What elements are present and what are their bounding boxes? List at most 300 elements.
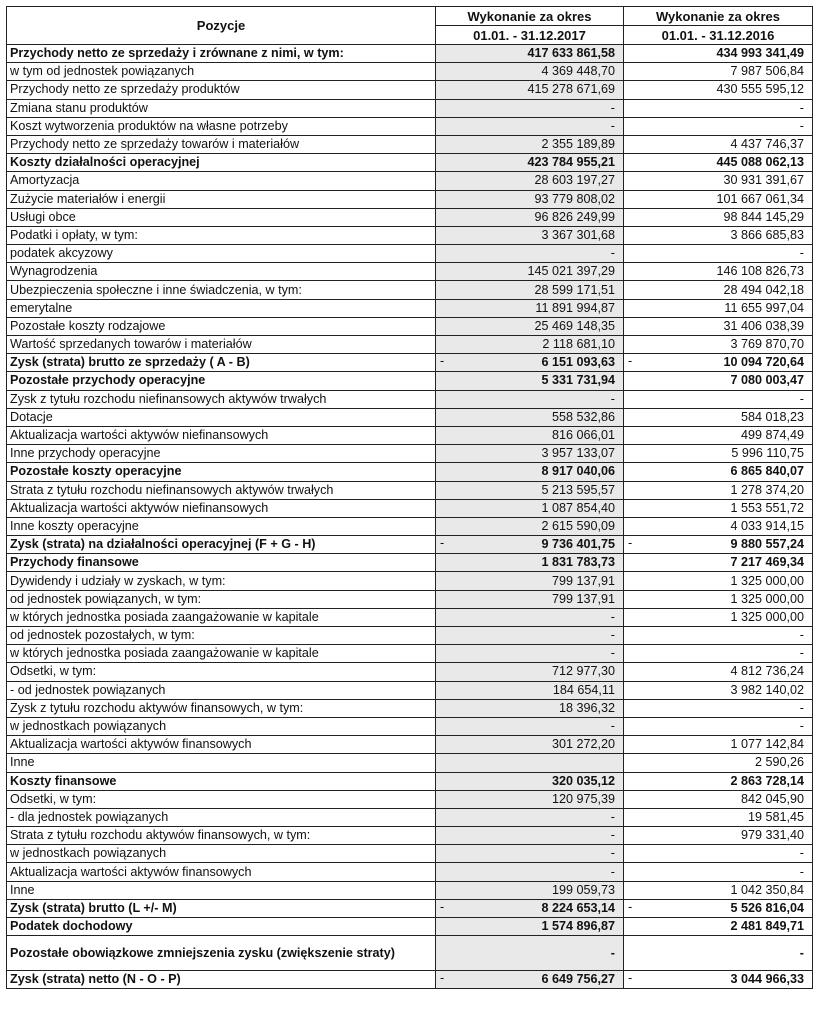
value-2016	[624, 63, 813, 81]
row-label: podatek akcyzowy	[7, 245, 436, 263]
value-text: 2 615 590,09	[541, 518, 615, 533]
table-row	[7, 263, 813, 281]
row-label: Koszty finansowe	[7, 772, 436, 790]
value-text: 3 866 685,83	[730, 227, 804, 242]
value-2016	[624, 208, 813, 226]
value-2016	[624, 681, 813, 699]
table-row	[7, 390, 813, 408]
sign-marker: -	[628, 354, 633, 369]
income-statement-document	[6, 6, 812, 989]
value-2016	[624, 899, 813, 917]
value-2017	[436, 336, 624, 354]
table-row	[7, 408, 813, 426]
table-row	[7, 881, 813, 899]
row-label: od jednostek powiązanych, w tym:	[7, 590, 436, 608]
table-row	[7, 754, 813, 772]
value-2016	[624, 699, 813, 717]
value-2016	[624, 245, 813, 263]
value-2017	[436, 790, 624, 808]
value-text: 146 108 826,73	[716, 264, 804, 279]
row-label: Przychody netto ze sprzedaży produktów	[7, 81, 436, 99]
value-text: 3 769 870,70	[730, 337, 804, 352]
statement-rows	[7, 45, 813, 989]
row-label: Koszty działalności operacyjnej	[7, 154, 436, 172]
row-label: Ubezpieczenia społeczne i inne świadczenia, w tym:	[7, 281, 436, 299]
value-2017	[436, 608, 624, 626]
value-2017	[436, 517, 624, 535]
value-2016	[624, 408, 813, 426]
value-2016	[624, 99, 813, 117]
table-row	[7, 899, 813, 917]
row-label: Pozostałe koszty rodzajowe	[7, 317, 436, 335]
value-2017	[436, 263, 624, 281]
value-2016	[624, 736, 813, 754]
value-2016	[624, 499, 813, 517]
row-label: - od jednostek powiązanych	[7, 681, 436, 699]
row-label: Wartość sprzedanych towarów i materiałów	[7, 336, 436, 354]
value-text: 799 137,91	[551, 573, 615, 588]
value-text: 415 278 671,69	[527, 82, 615, 97]
table-row	[7, 426, 813, 444]
value-text: 28 494 042,18	[723, 282, 804, 297]
value-2017	[436, 172, 624, 190]
value-text: 417 633 861,58	[527, 46, 615, 61]
value-text: 31 406 038,39	[723, 318, 804, 333]
row-label: w jednostkach powiązanych	[7, 845, 436, 863]
sign-marker: -	[628, 971, 633, 986]
value-text: 4 369 448,70	[541, 64, 615, 79]
table-row	[7, 172, 813, 190]
table-row	[7, 572, 813, 590]
value-2016	[624, 372, 813, 390]
table-row	[7, 117, 813, 135]
value-2016	[624, 608, 813, 626]
row-label: Odsetki, w tym:	[7, 790, 436, 808]
table-row	[7, 772, 813, 790]
row-label: Zysk z tytułu rozchodu aktywów finansowych, w tym:	[7, 699, 436, 717]
value-text: 3 367 301,68	[541, 227, 615, 242]
value-text: 1 325 000,00	[730, 573, 804, 588]
value-text: -	[799, 719, 804, 734]
row-label: Pozostałe przychody operacyjne	[7, 372, 436, 390]
value-text: 2 863 728,14	[730, 773, 804, 788]
value-2017	[436, 45, 624, 63]
row-label: Strata z tytułu rozchodu niefinansowych aktywów trwałych	[7, 481, 436, 499]
value-2017	[436, 208, 624, 226]
value-2017	[436, 117, 624, 135]
value-text: -	[610, 118, 615, 133]
row-label: emerytalne	[7, 299, 436, 317]
value-text: -	[799, 628, 804, 643]
table-row	[7, 517, 813, 535]
value-text: 430 555 595,12	[716, 82, 804, 97]
row-label: Zysk (strata) brutto ze sprzedaży ( A - B)	[7, 354, 436, 372]
row-label: Aktualizacja wartości aktywów finansowych	[7, 863, 436, 881]
row-label: Zysk z tytułu rozchodu niefinansowych aktywów trwałych	[7, 390, 436, 408]
table-row	[7, 317, 813, 335]
value-2016	[624, 336, 813, 354]
value-2017	[436, 936, 624, 971]
value-text: -	[610, 646, 615, 661]
table-row	[7, 372, 813, 390]
value-text: 2 590,26	[754, 755, 804, 770]
value-text: 1 087 854,40	[541, 500, 615, 515]
value-2016	[624, 154, 813, 172]
value-text: 120 975,39	[551, 791, 615, 806]
value-2016	[624, 390, 813, 408]
value-text: 4 437 746,37	[730, 137, 804, 152]
value-text: 3 044 966,33	[730, 972, 804, 987]
value-2017	[436, 426, 624, 444]
value-text: 1 042 350,84	[730, 882, 804, 897]
table-row	[7, 736, 813, 754]
row-label: Aktualizacja wartości aktywów niefinansowych	[7, 499, 436, 517]
value-2016	[624, 263, 813, 281]
value-2016	[624, 663, 813, 681]
row-label: Aktualizacja wartości aktywów finansowych	[7, 736, 436, 754]
value-text: 1 325 000,00	[730, 609, 804, 624]
value-text: 199 059,73	[551, 882, 615, 897]
value-2016	[624, 936, 813, 971]
value-2016	[624, 299, 813, 317]
value-2017	[436, 645, 624, 663]
value-2016	[624, 845, 813, 863]
value-2016	[624, 517, 813, 535]
value-2017	[436, 918, 624, 936]
table-row	[7, 81, 813, 99]
value-2017	[436, 481, 624, 499]
value-2017	[436, 827, 624, 845]
table-row	[7, 299, 813, 317]
row-label: Pozostałe obowiązkowe zmniejszenia zysku (zwiększenie straty)	[7, 936, 436, 971]
table-row	[7, 281, 813, 299]
value-text: 30 931 391,67	[723, 173, 804, 188]
value-2016	[624, 463, 813, 481]
value-text: -	[610, 809, 615, 824]
value-text: 1 077 142,84	[730, 737, 804, 752]
value-text: 101 667 061,34	[716, 191, 804, 206]
value-2016	[624, 81, 813, 99]
table-row	[7, 808, 813, 826]
value-2016	[624, 971, 813, 989]
value-2016	[624, 190, 813, 208]
value-text: -	[799, 118, 804, 133]
value-text: -	[610, 864, 615, 879]
row-label: Usługi obce	[7, 208, 436, 226]
value-text: -	[799, 391, 804, 406]
value-2017	[436, 190, 624, 208]
value-text: 423 784 955,21	[527, 155, 615, 170]
row-label: Aktualizacja wartości aktywów niefinansowych	[7, 426, 436, 444]
value-2017	[436, 554, 624, 572]
header-positions: Pozycje	[7, 7, 436, 45]
value-2017	[436, 317, 624, 335]
row-label: Podatki i opłaty, w tym:	[7, 226, 436, 244]
table-row	[7, 627, 813, 645]
value-2017	[436, 135, 624, 153]
table-row	[7, 226, 813, 244]
table-row	[7, 190, 813, 208]
value-2017	[436, 245, 624, 263]
row-label: Zysk (strata) netto (N - O - P)	[7, 971, 436, 989]
value-text: 712 977,30	[551, 664, 615, 679]
row-label: w których jednostka posiada zaangażowanie w kapitale	[7, 645, 436, 663]
value-2016	[624, 790, 813, 808]
row-label: Przychody finansowe	[7, 554, 436, 572]
table-row	[7, 245, 813, 263]
value-2017	[436, 881, 624, 899]
row-label: Inne	[7, 754, 436, 772]
value-text: 3 957 133,07	[541, 446, 615, 461]
value-2017	[436, 63, 624, 81]
value-2017	[436, 754, 624, 772]
value-2017	[436, 154, 624, 172]
value-2017	[436, 354, 624, 372]
value-2016	[624, 317, 813, 335]
value-text: 979 331,40	[740, 828, 804, 843]
table-row	[7, 863, 813, 881]
value-2016	[624, 481, 813, 499]
row-label: w jednostkach powiązanych	[7, 717, 436, 735]
value-text: 842 045,90	[740, 791, 804, 806]
value-2017	[436, 845, 624, 863]
value-text: -	[799, 945, 804, 960]
value-2017	[436, 736, 624, 754]
value-2017	[436, 226, 624, 244]
value-text: 1 553 551,72	[730, 500, 804, 515]
value-2016	[624, 590, 813, 608]
value-text: 28 599 171,51	[534, 282, 615, 297]
value-text: -	[610, 609, 615, 624]
value-text: 8 224 653,14	[541, 900, 615, 915]
value-text: 11 891 994,87	[535, 300, 615, 315]
value-2017	[436, 408, 624, 426]
value-text: 6 865 840,07	[730, 464, 804, 479]
value-2016	[624, 554, 813, 572]
value-text: 445 088 062,13	[716, 155, 804, 170]
row-label: Inne przychody operacyjne	[7, 445, 436, 463]
value-2017	[436, 81, 624, 99]
value-text: 6 649 756,27	[541, 972, 615, 987]
row-label: Odsetki, w tym:	[7, 663, 436, 681]
value-2017	[436, 99, 624, 117]
table-row	[7, 971, 813, 989]
table-row	[7, 45, 813, 63]
income-statement-table	[6, 6, 813, 989]
value-text: 9 880 557,24	[730, 537, 804, 552]
value-2016	[624, 426, 813, 444]
value-text: -	[610, 828, 615, 843]
row-label: - dla jednostek powiązanych	[7, 808, 436, 826]
row-label: Przychody netto ze sprzedaży i zrównane z nimi, w tym:	[7, 45, 436, 63]
table-row	[7, 827, 813, 845]
value-2016	[624, 536, 813, 554]
sign-marker: -	[440, 354, 445, 369]
value-2017	[436, 717, 624, 735]
table-row	[7, 790, 813, 808]
value-2016	[624, 754, 813, 772]
value-text: 9 736 401,75	[541, 537, 615, 552]
value-2016	[624, 918, 813, 936]
value-text: -	[610, 628, 615, 643]
table-row	[7, 590, 813, 608]
value-text: 2 355 189,89	[541, 137, 615, 152]
table-row	[7, 663, 813, 681]
value-2017	[436, 372, 624, 390]
value-2017	[436, 663, 624, 681]
table-row	[7, 463, 813, 481]
value-text: 10 094 720,64	[723, 355, 804, 370]
table-row	[7, 99, 813, 117]
table-row	[7, 645, 813, 663]
value-2016	[624, 572, 813, 590]
value-text: 4 033 914,15	[730, 518, 804, 533]
value-text: 96 826 249,99	[534, 209, 615, 224]
row-label: w tym od jednostek powiązanych	[7, 63, 436, 81]
value-text: 5 213 595,57	[541, 482, 615, 497]
row-label: od jednostek pozostałych, w tym:	[7, 627, 436, 645]
value-text: 7 987 506,84	[730, 64, 804, 79]
row-label: Koszt wytworzenia produktów na własne potrzeby	[7, 117, 436, 135]
value-text: 93 779 808,02	[534, 191, 615, 206]
value-2016	[624, 117, 813, 135]
table-row	[7, 918, 813, 936]
value-text: 25 469 148,35	[534, 318, 615, 333]
value-2016	[624, 445, 813, 463]
value-2016	[624, 772, 813, 790]
value-text: 145 021 397,29	[527, 264, 615, 279]
value-2017	[436, 445, 624, 463]
value-2017	[436, 590, 624, 608]
value-text: 499 874,49	[740, 428, 804, 443]
value-2016	[624, 627, 813, 645]
value-2017	[436, 899, 624, 917]
value-2016	[624, 863, 813, 881]
value-2017	[436, 627, 624, 645]
header-col1-title: Wykonanie za okres	[436, 7, 624, 26]
table-row	[7, 135, 813, 153]
value-2016	[624, 354, 813, 372]
table-row	[7, 445, 813, 463]
value-text: 3 982 140,02	[730, 682, 804, 697]
table-row	[7, 336, 813, 354]
value-2017	[436, 772, 624, 790]
value-text: 18 396,32	[558, 700, 615, 715]
value-2017	[436, 681, 624, 699]
row-label: Dotacje	[7, 408, 436, 426]
row-label: Przychody netto ze sprzedaży towarów i materiałów	[7, 135, 436, 153]
value-2016	[624, 881, 813, 899]
table-row	[7, 63, 813, 81]
value-2017	[436, 863, 624, 881]
value-text: 28 603 197,27	[534, 173, 615, 188]
value-text: -	[610, 945, 615, 960]
value-2017	[436, 699, 624, 717]
table-row	[7, 717, 813, 735]
row-label: Zmiana stanu produktów	[7, 99, 436, 117]
sign-marker: -	[628, 899, 633, 914]
value-2017	[436, 499, 624, 517]
value-2016	[624, 645, 813, 663]
value-2016	[624, 172, 813, 190]
table-row	[7, 354, 813, 372]
row-label: w których jednostka posiada zaangażowanie w kapitale	[7, 608, 436, 626]
header-col1-period: 01.01. - 31.12.2017	[436, 26, 624, 45]
value-text: 1 574 896,87	[541, 919, 615, 934]
value-text: 434 993 341,49	[716, 46, 804, 61]
value-text: 7 080 003,47	[730, 373, 804, 388]
table-row	[7, 681, 813, 699]
value-text: -	[610, 246, 615, 261]
value-text: -	[610, 719, 615, 734]
value-2016	[624, 717, 813, 735]
row-label: Pozostałe koszty operacyjne	[7, 463, 436, 481]
sign-marker: -	[440, 899, 445, 914]
value-text: -	[799, 246, 804, 261]
sign-marker: -	[440, 536, 445, 551]
value-2016	[624, 281, 813, 299]
value-text: 4 812 736,24	[730, 664, 804, 679]
sign-marker: -	[628, 536, 633, 551]
value-text: 1 278 374,20	[730, 482, 804, 497]
value-2017	[436, 390, 624, 408]
row-label: Podatek dochodowy	[7, 918, 436, 936]
row-label: Zysk (strata) brutto (L +/- M)	[7, 899, 436, 917]
row-label: Dywidendy i udziały w zyskach, w tym:	[7, 572, 436, 590]
value-2017	[436, 281, 624, 299]
value-text: 184 654,11	[552, 682, 615, 697]
value-2016	[624, 45, 813, 63]
value-text: 584 018,23	[740, 409, 804, 424]
table-row	[7, 554, 813, 572]
value-2016	[624, 827, 813, 845]
row-label: Zysk (strata) na działalności operacyjnej (F + G - H)	[7, 536, 436, 554]
value-text: 1 325 000,00	[730, 591, 804, 606]
value-text: -	[799, 700, 804, 715]
value-text: 19 581,45	[747, 809, 804, 824]
table-row	[7, 608, 813, 626]
header-col2-title: Wykonanie za okres	[624, 7, 813, 26]
row-label: Zużycie materiałów i energii	[7, 190, 436, 208]
row-label: Inne koszty operacyjne	[7, 517, 436, 535]
value-text: -	[610, 391, 615, 406]
table-row	[7, 154, 813, 172]
table-row	[7, 536, 813, 554]
value-2016	[624, 226, 813, 244]
row-label: Amortyzacja	[7, 172, 436, 190]
table-row	[7, 481, 813, 499]
value-2017	[436, 299, 624, 317]
value-text: -	[799, 846, 804, 861]
sign-marker: -	[440, 971, 445, 986]
value-text: 320 035,12	[551, 773, 615, 788]
table-row	[7, 699, 813, 717]
value-2017	[436, 808, 624, 826]
value-text: 5 526 816,04	[730, 900, 804, 915]
value-text: 98 844 145,29	[723, 209, 804, 224]
value-text: 816 066,01	[551, 428, 615, 443]
value-text: -	[799, 100, 804, 115]
value-text: 5 996 110,75	[731, 446, 804, 461]
value-text: -	[610, 846, 615, 861]
row-label: Wynagrodzenia	[7, 263, 436, 281]
value-text: 7 217 469,34	[730, 555, 804, 570]
value-text: -	[799, 864, 804, 879]
row-label: Strata z tytułu rozchodu aktywów finansowych, w tym:	[7, 827, 436, 845]
value-2017	[436, 572, 624, 590]
value-text: 6 151 093,63	[541, 355, 615, 370]
value-text: 2 118 681,10	[542, 337, 615, 352]
